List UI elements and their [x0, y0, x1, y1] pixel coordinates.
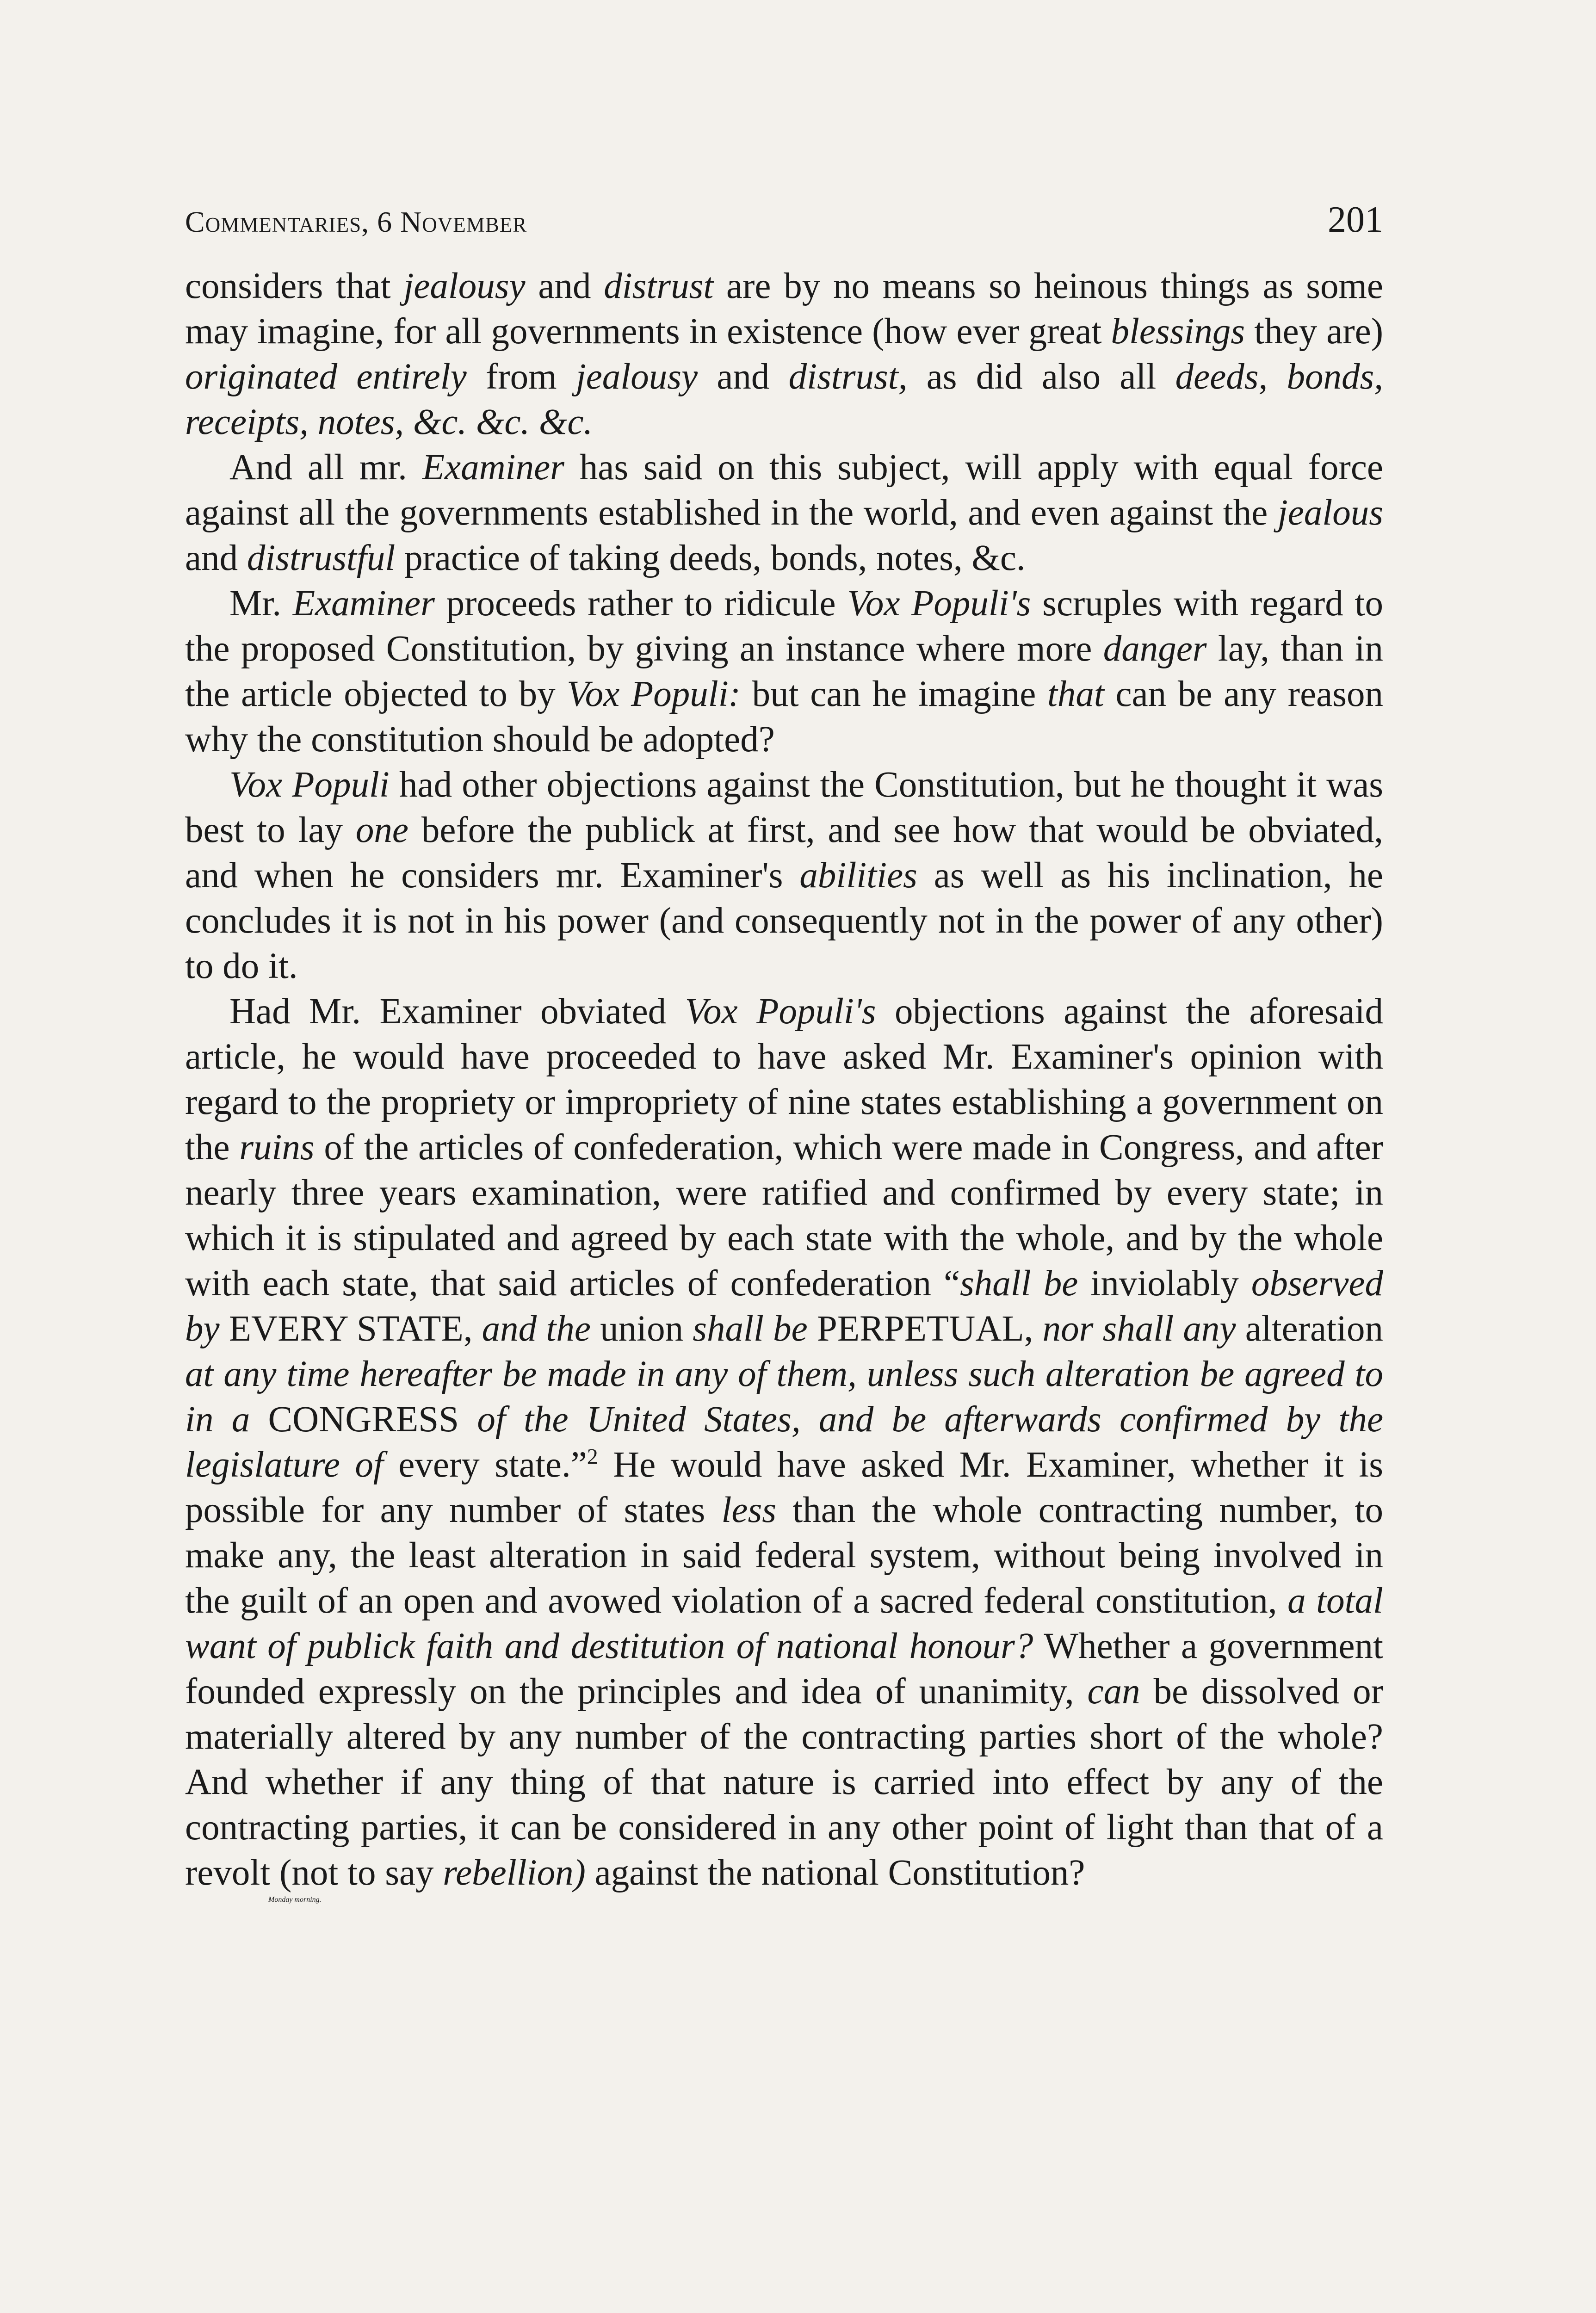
text-run: of the articles of confederation, which were made in Congress, and after nearly three years examination, were ratified and confirmed by every state; in which it is stipulated and agreed by each state with the whole, and by the whole with each state, that said articles of confederation “: [185, 1127, 1383, 1304]
italic-text: Vox Populi:: [567, 674, 741, 714]
text-run: had other objections against the Constitution, but he thought it was best to lay: [185, 765, 1384, 850]
italic-text: less: [721, 1490, 776, 1530]
text-run: And all mr.: [229, 447, 422, 488]
text-run: considers that: [185, 266, 404, 306]
page-number: 201: [1328, 199, 1383, 240]
text-run: Mr.: [229, 583, 293, 624]
italic-text: Vox Populi's: [685, 991, 876, 1032]
italic-text: nor shall any: [1042, 1309, 1236, 1349]
body-text: [185, 264, 1383, 1896]
text-run: and: [185, 538, 247, 578]
italic-text: jealous: [1277, 493, 1383, 533]
italic-text: one: [355, 810, 408, 850]
text-run: lay, than in the article objected to by: [185, 629, 1383, 714]
text-run: can be any reason why the constitution should be adopted?: [185, 674, 1383, 760]
text-run: against the national Constitution?: [585, 1853, 1085, 1893]
text-run: every state.”: [383, 1445, 587, 1485]
italic-text: distrust: [604, 266, 714, 306]
italic-text: distrust,: [788, 357, 908, 397]
paragraph: [185, 581, 1383, 762]
italic-text: ruins: [239, 1127, 315, 1168]
text-run: Whether a government founded expressly on the principles and idea of unanimity,: [185, 1626, 1383, 1712]
text-run: before the publick at first, and see how that would be obviated, and when he considers mr. Examiner's: [185, 810, 1383, 896]
italic-text: and the: [482, 1309, 591, 1349]
text-run: CONGRESS: [250, 1399, 477, 1440]
text-run: has said on this subject, will apply with equal force against all the governments established in the world, and even against the: [185, 447, 1383, 533]
italic-text: of the United States, and be afterwards confirmed by the legislature of: [185, 1399, 1384, 1485]
text-run: union: [590, 1309, 693, 1349]
italic-text: observed by: [185, 1263, 1383, 1349]
italic-text: jealousy: [575, 357, 698, 397]
italic-text: abilities: [799, 855, 917, 896]
italic-text: that: [1047, 674, 1104, 714]
running-head: Commentaries, 6 November: [185, 205, 527, 238]
signoff: Monday morning.: [268, 1896, 322, 1904]
paragraph: [185, 762, 1383, 989]
text-run: they are): [1245, 311, 1383, 352]
text-run: proceeds rather to ridicule: [434, 583, 847, 624]
italic-text: originated entirely: [185, 357, 467, 397]
italic-text: danger: [1103, 629, 1207, 669]
paragraph: [185, 445, 1383, 581]
text-run: from: [466, 357, 576, 397]
text-run: be dissolved or materially altered by any number of the contracting parties short of the whole? And whether if any thing of that nature is carried into effect by any of the contracting parties, it can be considered in any other point of light than that of a revolt (not to say: [185, 1671, 1383, 1893]
page-header: [185, 199, 1383, 250]
text-run: practice of taking deeds, bonds, notes, &c.: [395, 538, 1026, 578]
text-run: EVERY STATE,: [219, 1309, 482, 1349]
italic-text: distrustful: [247, 538, 396, 578]
italic-text: deeds, bonds, receipts, notes, &c. &c. &c.: [185, 357, 1383, 442]
italic-text: jealousy: [403, 266, 526, 306]
text-run: are by no means so heinous things as some may imagine, for all governments in existence (how ever great: [185, 266, 1383, 352]
text-run: and: [525, 266, 604, 306]
text-run: and: [698, 357, 789, 397]
italic-text: Examiner: [292, 583, 435, 624]
italic-text: rebellion): [443, 1853, 586, 1893]
text-run: as well as his inclination, he concludes it is not in his power (and consequently not in the power of any other) to do it.: [185, 855, 1383, 986]
text-run: as did also all: [907, 357, 1175, 397]
text-run: He would have asked Mr. Examiner, whether it is possible for any number of states: [185, 1445, 1383, 1530]
text-run: than the whole contracting number, to make any, the least alteration in said federal system, without being involved in the guilt of an open and avowed violation of a sacred federal constitution,: [185, 1490, 1383, 1621]
text-run: but can he imagine: [740, 674, 1047, 714]
document-page: [185, 199, 1383, 1904]
italic-text: Vox Populi: [229, 765, 390, 805]
italic-text: a total want of publick faith and destitution of national honour?: [185, 1581, 1383, 1666]
italic-text: at any time hereafter be made in any of them, unless such alteration be agreed to in a: [185, 1354, 1383, 1440]
italic-text: can: [1087, 1671, 1140, 1712]
text-run: Had Mr. Examiner obviated: [229, 991, 685, 1032]
italic-text: blessings: [1111, 311, 1245, 352]
text-run: scruples with regard to the proposed Constitution, by giving an instance where more: [185, 583, 1383, 669]
footnote-ref: 2: [587, 1444, 598, 1469]
italic-text: Examiner: [422, 447, 564, 488]
text-run: alteration: [1236, 1309, 1383, 1349]
italic-text: shall be: [960, 1263, 1078, 1304]
paragraph: [185, 989, 1383, 1896]
italic-text: shall be: [693, 1309, 808, 1349]
text-run: inviolably: [1078, 1263, 1251, 1304]
paragraph: [185, 264, 1383, 445]
text-run: PERPETUAL,: [807, 1309, 1043, 1349]
text-run: objections against the aforesaid article, he would have proceeded to have asked Mr. Examiner's opinion with regard to the propriety or impropriety of nine states establishing a government on the: [185, 991, 1383, 1168]
italic-text: Vox Populi's: [847, 583, 1031, 624]
